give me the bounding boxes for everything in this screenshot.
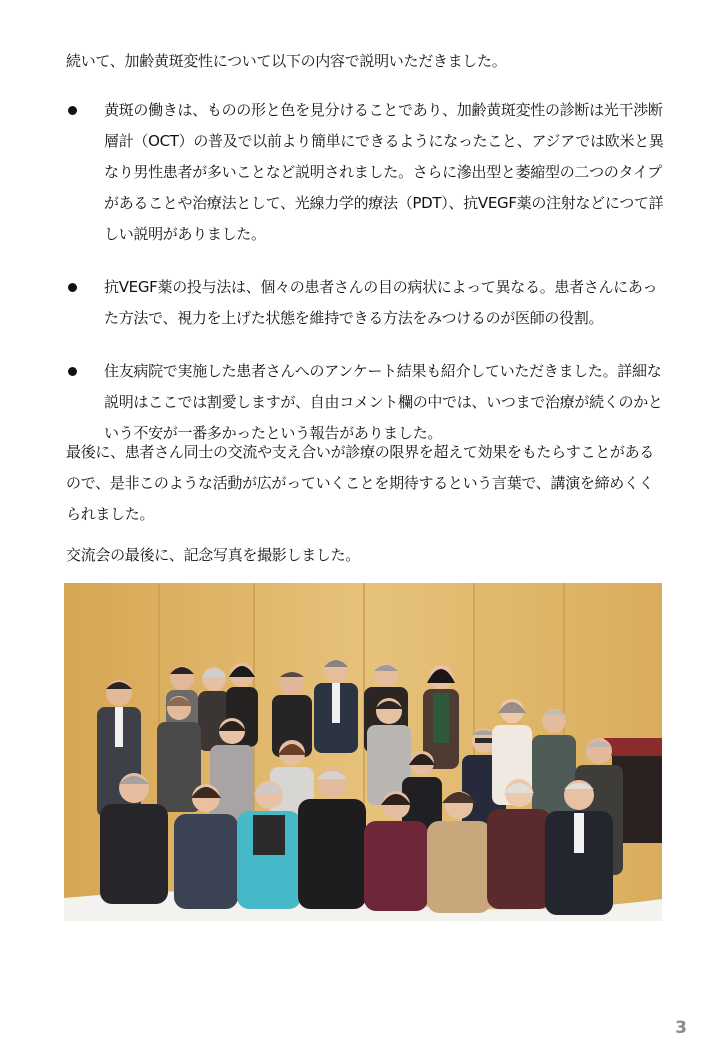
bullet-dot-icon: [68, 106, 77, 115]
bullet-text: 住友病院で実施した患者さんへのアンケート結果も紹介していただきました。詳細な説明はここでは割愛しますが、自由コメント欄の中では、いつまで治療が続くのかという不安が一番多かったという報告がありました。: [104, 362, 663, 442]
closing-paragraph: 最後に、患者さん同士の交流や支え合いが診療の限界を超えて効果をもたらすことがあるので、是非このような活動が広がっていくことを期待するという言葉で、講演を締めくくられました。: [66, 443, 655, 523]
bullet-item-1: [66, 95, 666, 250]
bullet-dot-icon: [68, 367, 77, 376]
bullet-item-2: [66, 272, 666, 334]
bullet-dot-icon: [68, 283, 77, 292]
bullet-list: [66, 95, 666, 449]
page-number: 3: [675, 1018, 687, 1038]
piano-cover: [604, 738, 662, 756]
group-photo: [64, 583, 662, 921]
intro-paragraph: 続いて、加齢黄斑変性について以下の内容で説明いただきました。: [66, 52, 507, 70]
photo-caption: 交流会の最後に、記念写真を撮影しました。: [66, 546, 361, 564]
bullet-item-3: [66, 356, 666, 449]
group-photo-illustration: [64, 583, 662, 921]
bullet-text: 抗VEGF薬の投与法は、個々の患者さんの目の病状によって異なる。患者さんにあった方法で、視力を上げた状態を維持できる方法をみつけるのが医師の役割。: [104, 278, 658, 327]
bullet-text: 黄斑の働きは、ものの形と色を見分けることであり、加齢黄斑変性の診断は光干渉断層計（OCT）の普及で以前より簡単にできるようになったこと、アジアでは欧米と異なり男性患者が多いことなど説明されました。さらに滲出型と萎縮型の二つのタイプがあることや治療法として、光線力学的療法（PDT）、抗VEGF薬の注射などにつて詳しい説明がありました。: [104, 101, 664, 243]
